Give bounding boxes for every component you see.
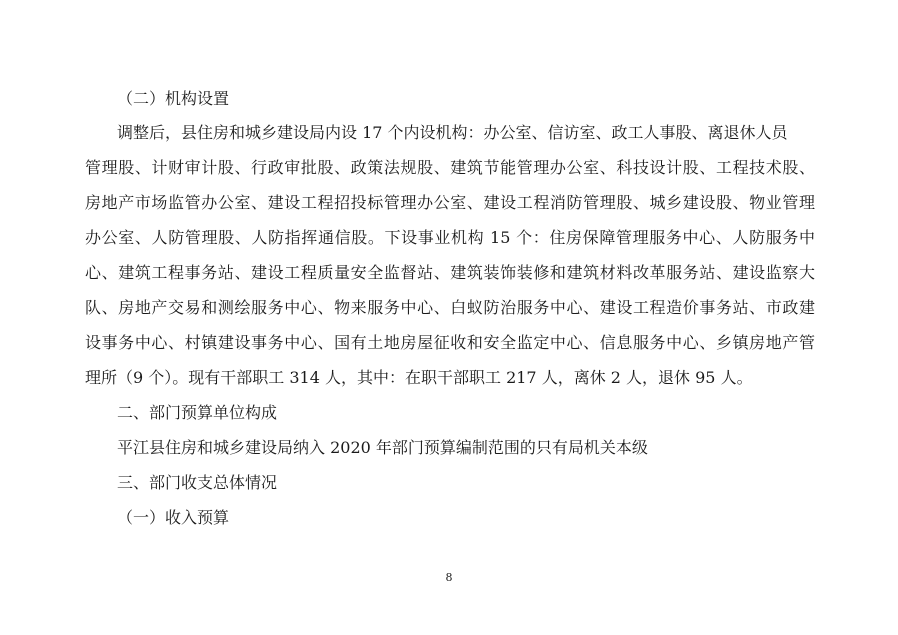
paragraph-line: 房地产市场监管办公室、建设工程招投标管理办公室、建设工程消防管理股、城乡建设股、物业管理	[85, 193, 815, 212]
paragraph-line: 队、房地产交易和测绘服务中心、物来服务中心、白蚁防治服务中心、建设工程造价事务站、市政建	[85, 298, 815, 317]
paragraph-line: 调整后，县住房和城乡建设局内设 17 个内设机构：办公室、信访室、政工人事股、离退休人员	[117, 123, 788, 142]
paragraph-line: 办公室、人防管理股、人防指挥通信股。下设事业机构 15 个：住房保障管理服务中心、人防服务中	[85, 228, 815, 247]
section-heading-revenue-expenditure: 三、部门收支总体情况	[117, 473, 278, 492]
paragraph-line-last: 理所（9 个）。现有干部职工 314 人，其中：在职干部职工 217 人，离休 2 人，退休 95 人。	[85, 368, 753, 387]
section-heading-budget-units: 二、部门预算单位构成	[117, 403, 278, 422]
section-heading-income-budget: （一）收入预算	[117, 508, 230, 527]
paragraph-line: 心、建筑工程事务站、建设工程质量安全监督站、建筑装饰装修和建筑材料改革服务站、建设监察大	[85, 263, 815, 282]
paragraph-line: 管理股、计财审计股、行政审批股、政策法规股、建筑节能管理办公室、科技设计股、工程技术股、	[85, 158, 815, 177]
page-number: 8	[445, 571, 453, 584]
paragraph-line: 设事务中心、村镇建设事务中心、国有土地房屋征收和安全监定中心、信息服务中心、乡镇房地产管	[85, 333, 815, 352]
paragraph-budget-units: 平江县住房和城乡建设局纳入 2020 年部门预算编制范围的只有局机关本级	[117, 438, 648, 457]
section-heading-org-setup: （二）机构设置	[117, 89, 230, 108]
